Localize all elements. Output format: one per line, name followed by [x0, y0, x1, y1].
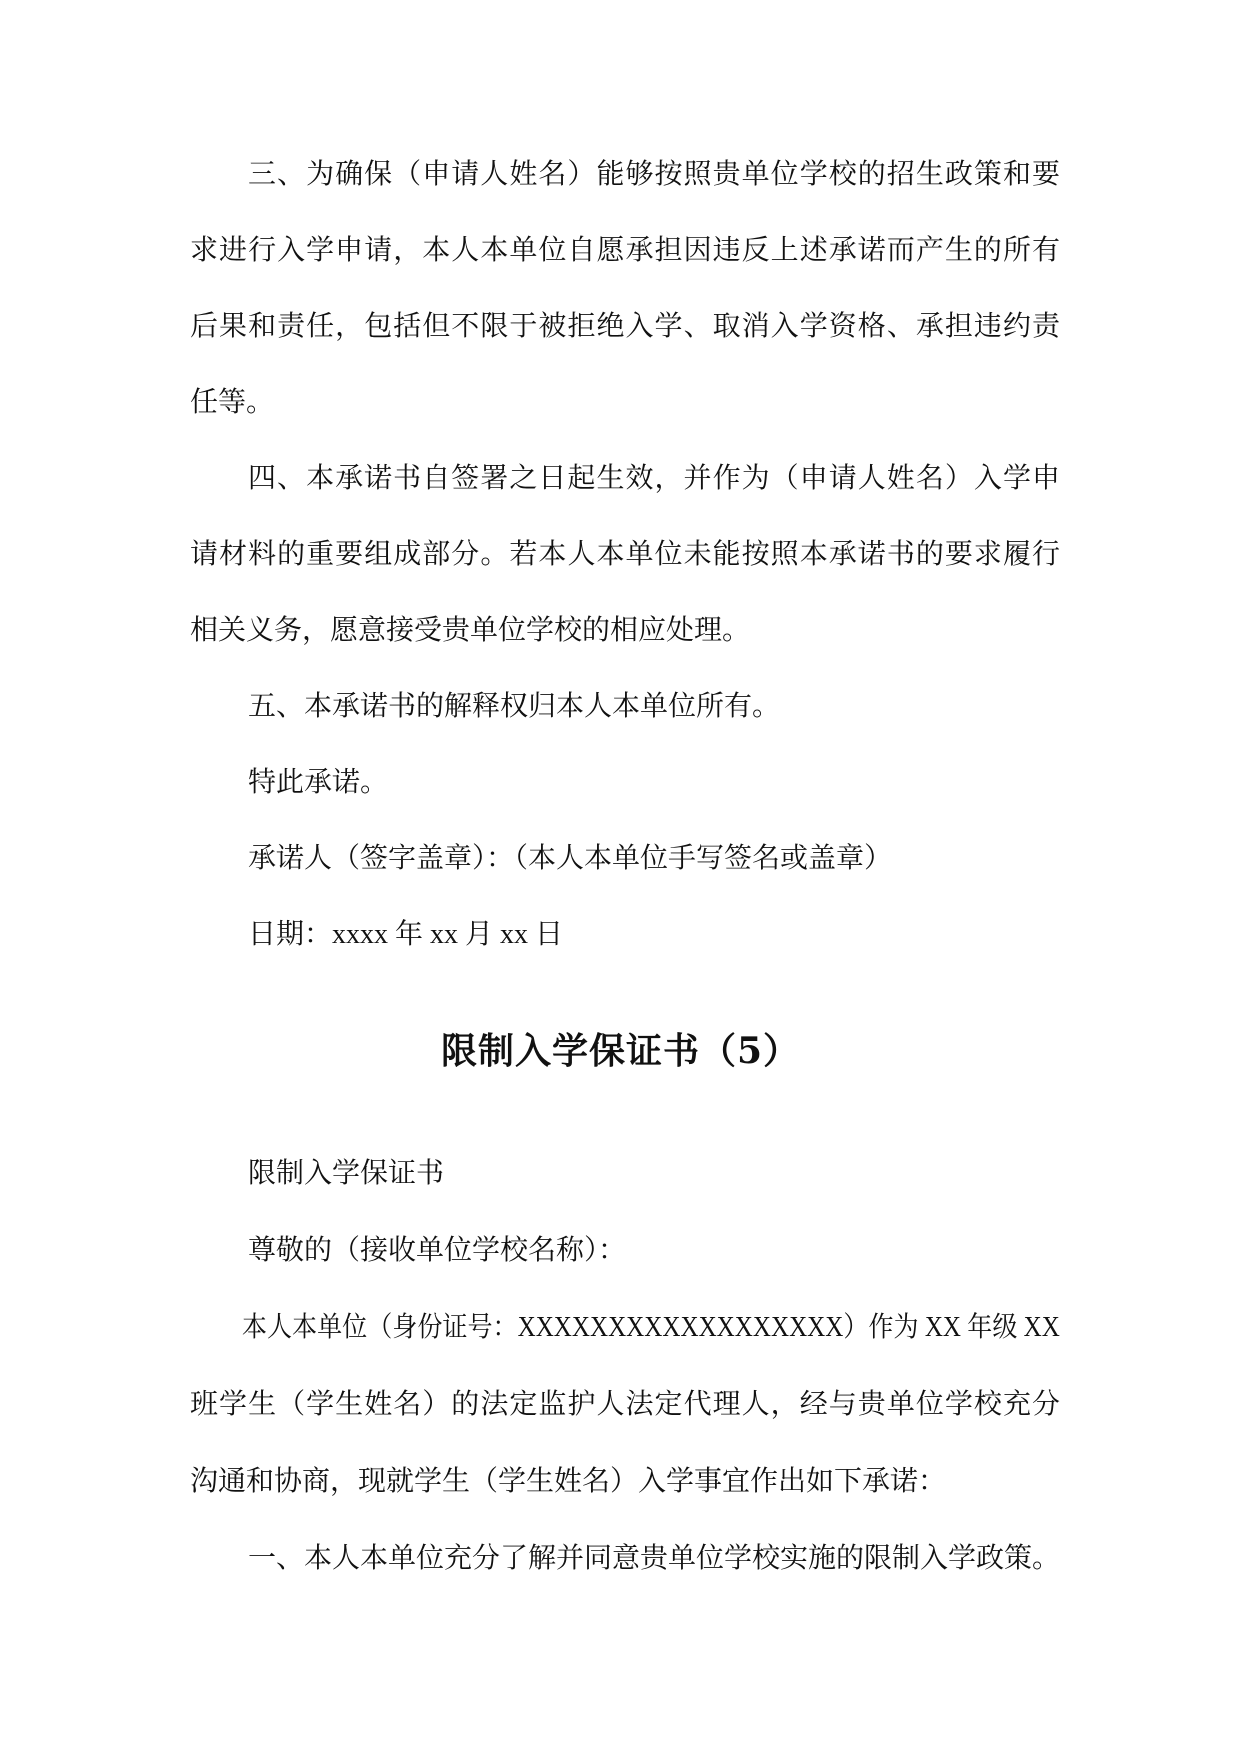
signature-line [190, 821, 1060, 897]
paragraph-line: 四、本承诺书自签署之日起生效，并作为（申请人姓名）入学申 [248, 463, 1060, 494]
clause-four-paragraph [190, 441, 1060, 669]
section-heading: 限制入学保证书（5） [440, 1030, 801, 1072]
paragraph-line: 任等。 [190, 387, 275, 418]
paragraph-line: 相关义务，愿意接受贵单位学校的相应处理。 [190, 615, 751, 646]
guardian-statement-paragraph [190, 1289, 1060, 1520]
paragraph-line: 请材料的重要组成部分。若本人本单位未能按照本承诺书的要求履行 [190, 539, 1060, 570]
clause-three-paragraph [190, 137, 1060, 441]
paragraph-line: 尊敬的（接收单位学校名称）： [248, 1235, 627, 1266]
document-subtitle [190, 1135, 1060, 1212]
document-body-bottom [190, 1135, 1060, 1597]
clause-five-paragraph [190, 669, 1060, 745]
salutation [190, 1212, 1060, 1289]
paragraph-line: 求进行入学申请，本人本单位自愿承担因违反上述承诺而产生的所有 [190, 235, 1060, 266]
paragraph-line: 五、本承诺书的解释权归本人本单位所有。 [248, 691, 781, 722]
document-body-top [190, 137, 1060, 973]
paragraph-line: 承诺人（签字盖章）：（本人本单位手写签名或盖章） [248, 843, 893, 874]
date-line [190, 897, 1060, 973]
paragraph-line: 限制入学保证书 [248, 1158, 445, 1189]
paragraph-line: 后果和责任，包括但不限于被拒绝入学、取消入学资格、承担违约责 [190, 311, 1060, 342]
paragraph-line: 一、本人本单位充分了解并同意贵单位学校实施的限制入学政策。 [248, 1543, 1061, 1574]
clause-one-paragraph [190, 1520, 1060, 1597]
paragraph-line: 本人本单位（身份证号：XXXXXXXXXXXXXXXXXX）作为 XX 年级 XX [241, 1312, 1060, 1343]
closing-statement [190, 745, 1060, 821]
paragraph-line: 沟通和协商，现就学生（学生姓名）入学事宜作出如下承诺： [190, 1466, 947, 1497]
paragraph-line: 日期：xxxx 年 xx 月 xx 日 [248, 919, 564, 950]
paragraph-line: 三、为确保（申请人姓名）能够按照贵单位学校的招生政策和要 [248, 159, 1060, 190]
paragraph-line: 班学生（学生姓名）的法定监护人法定代理人，经与贵单位学校充分 [190, 1389, 1060, 1420]
paragraph-line: 特此承诺。 [248, 767, 389, 798]
